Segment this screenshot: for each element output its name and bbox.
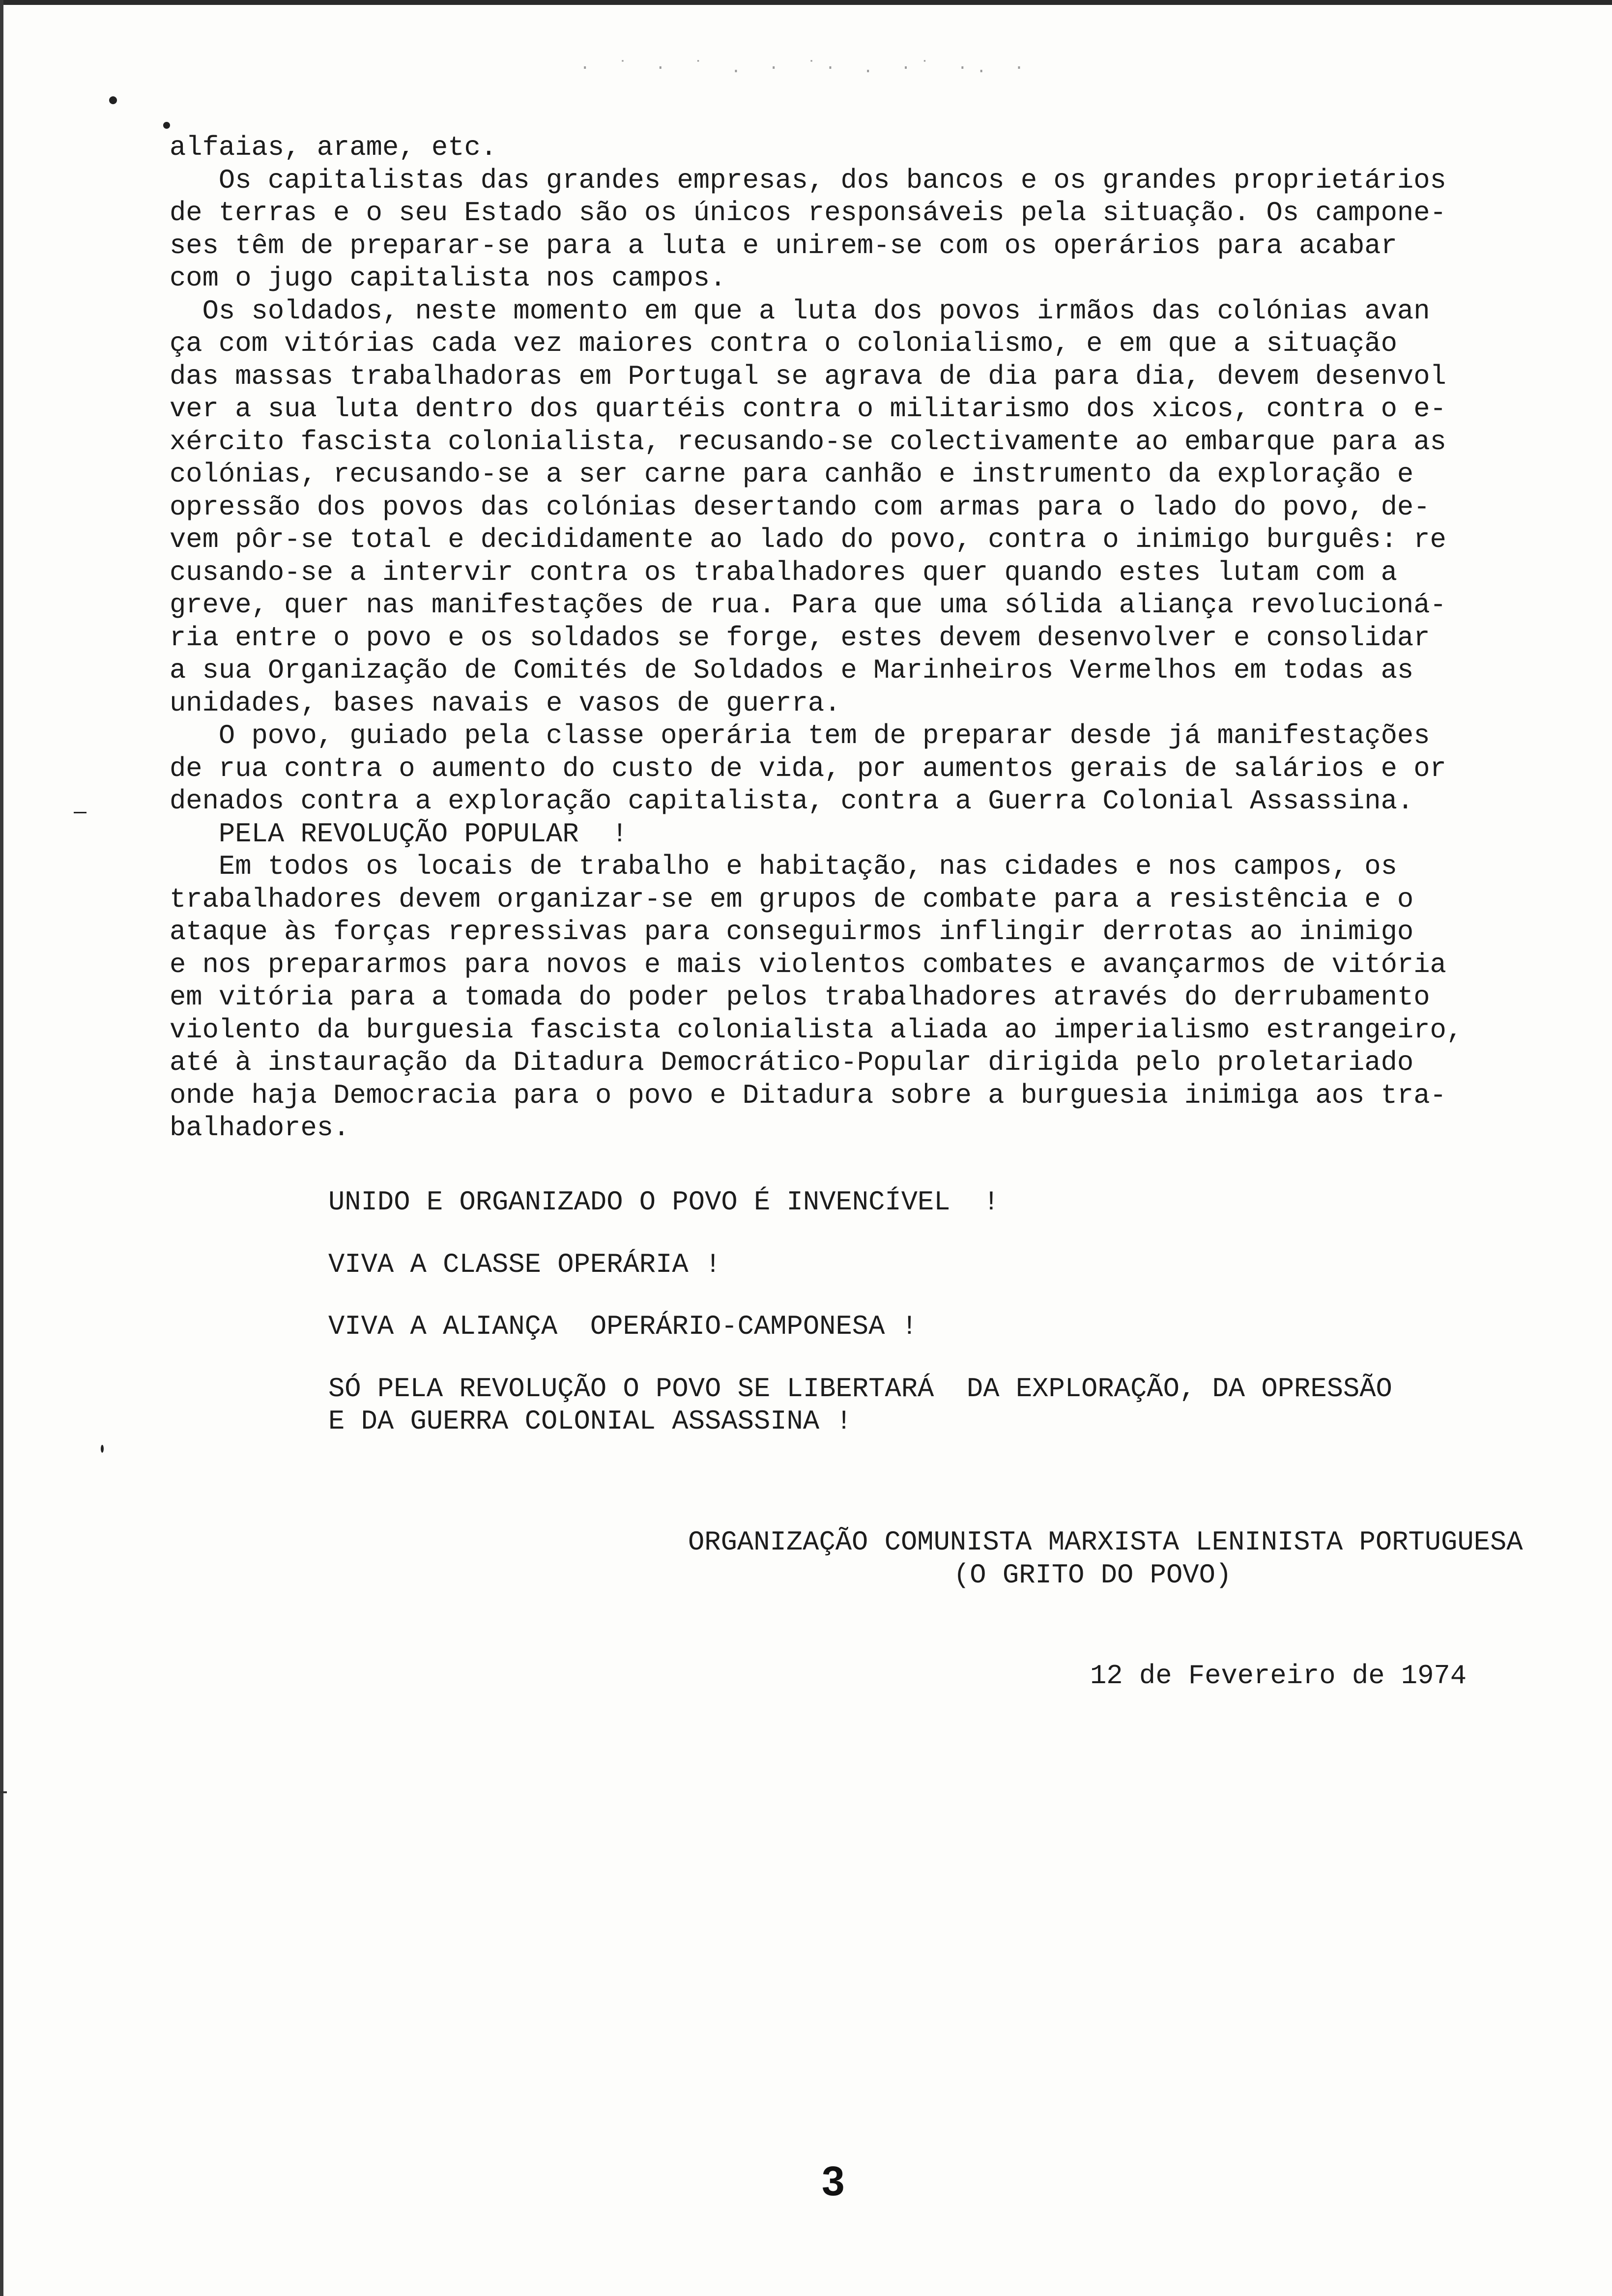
scan-speck bbox=[109, 96, 117, 104]
scan-speck bbox=[74, 812, 86, 813]
signature-block bbox=[688, 1526, 1583, 1592]
slogan-line: VIVA A ALIANÇA OPERÁRIO-CAMPONESA ! bbox=[328, 1311, 918, 1342]
organization-name: ORGANIZAÇÃO COMUNISTA MARXISTA LENINISTA PORTUGUESA bbox=[688, 1527, 1523, 1558]
document-date: 12 de Fevereiro de 1974 bbox=[1090, 1661, 1467, 1692]
scan-edge-mark bbox=[0, 1791, 7, 1793]
scan-edge-top bbox=[0, 0, 1612, 5]
organization-subtitle: (O GRITO DO POVO) bbox=[953, 1559, 1232, 1591]
body-text: alfaias, arame, etc. Os capitalistas das grandes empresas, dos bancos e os grandes proprietários de terras e o seu Estado são os únicos responsáveis pela situação. Os campone- ses têm de preparar-se para a luta e unirem-se com os operários para acabar com o jugo capitalista nos campos. Os soldados, neste momento em que a luta dos povos irmãos das colónias avan ça com vitórias cada vez maiores contra o colonialismo, e em que a situação das massas trabalhadoras em Portugal se agrava de dia para dia, devem desenvol ver a sua luta dentro dos quartéis contra o militarismo dos xicos, contra o e- xército fascista colonialista, recusando-se colectivamente ao embarque para as colónias, recusando-se a ser carne para canhão e instrumento da exploração e opressão dos povos das colónias desertando com armas para o lado do povo, de- vem pôr-se total e decididamente ao lado do povo, contra o inimigo burguês: re cusando-se a intervir contra os trabalhadores quer quando estes lutam com a greve, quer nas manifestações de rua. Para que uma sólida aliança revolucioná- ria entre o povo e os soldados se forge, estes devem desenvolver e consolidar a sua Organização de Comités de Soldados e Marinheiros Vermelhos em todas as unidades, bases navais e vasos de guerra. O povo, guiado pela classe operária tem de preparar desde já manifestações de rua contra o aumento do custo de vida, por aumentos gerais de salários e or denados contra a exploração capitalista, contra a Guerra Colonial Assassina. PELA REVOLUÇÃO POPULAR ! Em todos os locais de trabalho e habitação, nas cidades e nos campos, os trabalhadores devem organizar-se em grupos de combate para a resistência e o ataque às forças repressivas para conseguirmos inflingir derrotas ao inimigo e nos prepararmos para novos e mais violentos combates e avançarmos de vitória em vitória para a tomada do poder pelos trabalhadores através do derrubamento violento da burguesia fascista colonialista aliada ao imperialismo estrangeiro, até à instauração da Ditadura Democrático-Popular dirigida pelo proletariado onde haja Democracia para o povo e Ditadura sobre a burguesia inimiga aos tra- balhadores. bbox=[170, 132, 1463, 1144]
scan-speck bbox=[163, 122, 170, 129]
scan-noise: · ˙ · ˙ . · ˙· . ·˙ ·. · bbox=[580, 59, 1033, 78]
slogan-line: SÓ PELA REVOLUÇÃO O POVO SE LIBERTARÁ DA EXPLORAÇÃO, DA OPRESSÃO E DA GUERRA COLONIAL ASSASSINA ! bbox=[328, 1373, 1392, 1437]
scan-edge-left bbox=[0, 0, 3, 2296]
slogan-line: UNIDO E ORGANIZADO O POVO É INVENCÍVEL ! bbox=[328, 1187, 1000, 1218]
page-number: 3 bbox=[822, 2158, 845, 2204]
scan-speck bbox=[101, 1445, 104, 1453]
slogan-line: VIVA A CLASSE OPERÁRIA ! bbox=[328, 1249, 721, 1280]
slogan-list bbox=[328, 1186, 1508, 1468]
